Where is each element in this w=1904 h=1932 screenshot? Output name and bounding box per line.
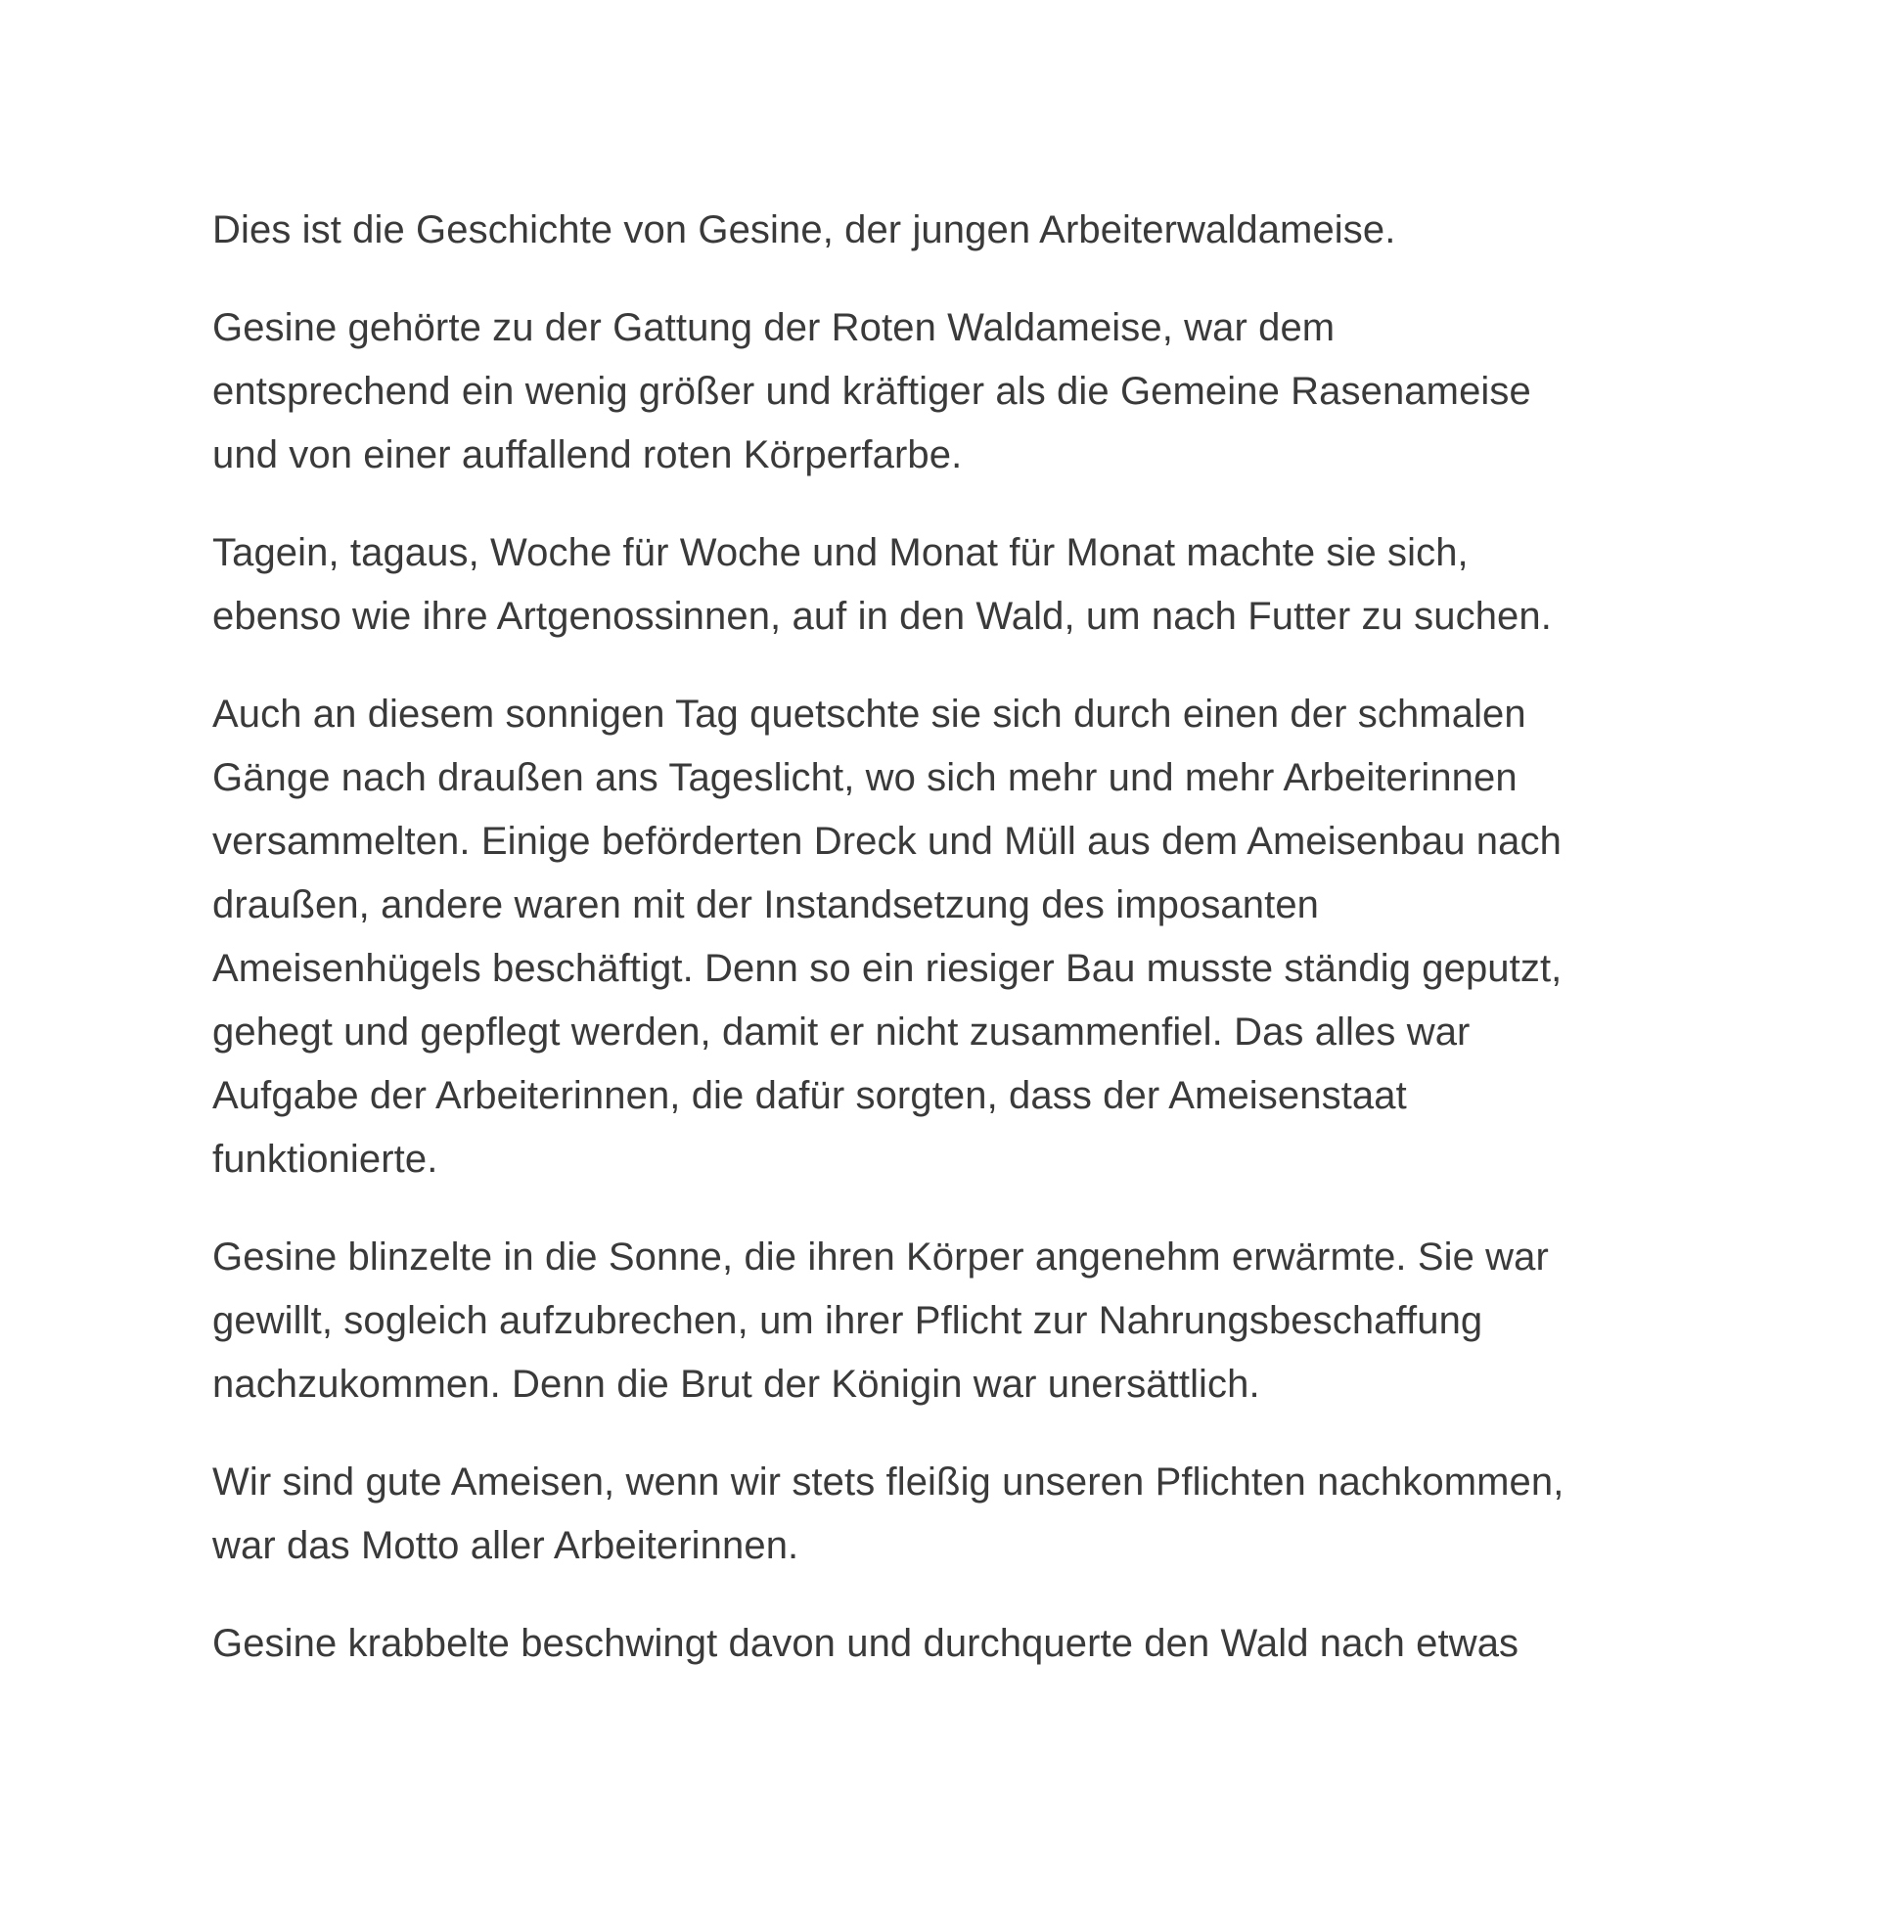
text-line: funktionierte.	[212, 1138, 438, 1181]
text-line: draußen, andere waren mit der Instandsetzung des imposanten	[212, 883, 1320, 926]
text-line: Dies ist die Geschichte von Gesine, der jungen Arbeiterwaldameise.	[212, 208, 1396, 251]
text-line: Aufgabe der Arbeiterinnen, die dafür sorgten, dass der Ameisenstaat	[212, 1074, 1407, 1117]
text-line: Gesine krabbelte beschwingt davon und durchquerte den Wald nach etwas	[212, 1622, 1519, 1665]
text-line: und von einer auffallend roten Körperfarbe.	[212, 433, 963, 476]
paragraph-description	[212, 296, 1739, 487]
text-line: war das Motto aller Arbeiterinnen.	[212, 1524, 799, 1567]
text-line: Ameisenhügels beschäftigt. Denn so ein riesiger Bau musste ständig geputzt,	[212, 947, 1563, 990]
text-line: Auch an diesem sonnigen Tag quetschte sie sich durch einen der schmalen	[212, 693, 1526, 736]
paragraph-routine	[212, 521, 1739, 649]
text-line: gehegt und gepflegt werden, damit er nicht zusammenfiel. Das alles war	[212, 1011, 1471, 1054]
text-line: Tagein, tagaus, Woche für Woche und Monat für Monat machte sie sich,	[212, 531, 1469, 574]
paragraph-sun	[212, 1226, 1739, 1416]
text-line: Gesine gehörte zu der Gattung der Roten Waldameise, war dem	[212, 306, 1336, 349]
text-line: Wir sind gute Ameisen, wenn wir stets fleißig unseren Pflichten nachkommen,	[212, 1460, 1564, 1504]
text-line: Gesine blinzelte in die Sonne, die ihren Körper angenehm erwärmte. Sie war	[212, 1236, 1549, 1279]
text-line: versammelten. Einige beförderten Dreck und Müll aus dem Ameisenbau nach	[212, 820, 1562, 863]
paragraph-intro	[212, 199, 1739, 262]
text-line: gewillt, sogleich aufzubrechen, um ihrer Pflicht zur Nahrungsbeschaffung	[212, 1299, 1483, 1342]
paragraph-departure	[212, 1612, 1739, 1676]
text-line: nachzukommen. Denn die Brut der Königin war unersättlich.	[212, 1363, 1260, 1406]
paragraph-colony	[212, 683, 1739, 1191]
text-line: ebenso wie ihre Artgenossinnen, auf in den Wald, um nach Futter zu suchen.	[212, 595, 1552, 638]
text-line: Gänge nach draußen ans Tageslicht, wo sich mehr und mehr Arbeiterinnen	[212, 756, 1518, 799]
text-line: entsprechend ein wenig größer und kräftiger als die Gemeine Rasenameise	[212, 370, 1531, 413]
paragraph-motto	[212, 1451, 1739, 1578]
story-text	[212, 199, 1739, 1710]
